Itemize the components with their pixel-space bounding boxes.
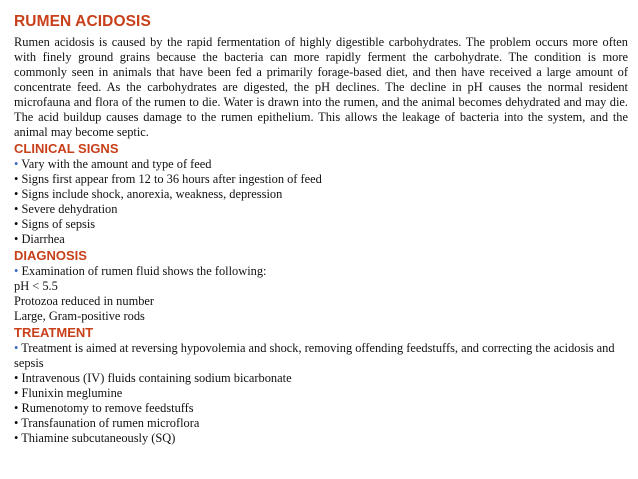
intro-paragraph: Rumen acidosis is caused by the rapid fermentation of highly digestible carbohydrates. The problem occurs more often with finely ground grains because the bacteria can more rapidly ferment the carbohydrate. The condition is more commonly seen in animals that have been fed a primarily forage-based diet, and then have received a large amount of concentrate feed. As the carbohydrates are digested, the pH declines. The decline in pH causes the normal resident microfauna and flora of the rumen to die. Water is drawn into the rumen, and the animal becomes dehydrated and may die. The acid buildup causes damage to the rumen epithelium. This allows the leakage of bacteria into the system, and the animal may become septic. [14, 35, 628, 139]
treatment-list [14, 341, 628, 446]
clinical-signs-list [14, 157, 628, 247]
bullet-icon: • [14, 371, 19, 385]
list-item: • Signs first appear from 12 to 36 hours after ingestion of feed [14, 172, 322, 186]
bullet-icon: • [14, 401, 19, 415]
clinical-signs-heading: CLINICAL SIGNS [14, 141, 119, 156]
bullet-icon: • [14, 264, 19, 278]
diagnosis-line: Protozoa reduced in number [14, 294, 155, 308]
list-item: • Thiamine subcutaneously (SQ) [14, 431, 176, 445]
bullet-icon: • [14, 416, 19, 430]
list-item: • Treatment is aimed at reversing hypovolemia and shock, removing offending feedstuffs, and correcting the acidosis and sepsis [14, 341, 615, 370]
diagnosis-heading: DIAGNOSIS [14, 248, 87, 263]
list-item: • Signs of sepsis [14, 217, 96, 231]
diagnosis-line: Large, Gram-positive rods [14, 309, 145, 323]
document-page [14, 12, 628, 446]
bullet-icon: • [14, 172, 19, 186]
treatment-heading: TREATMENT [14, 325, 94, 340]
list-item: • Diarrhea [14, 232, 65, 246]
list-item: • Intravenous (IV) fluids containing sodium bicarbonate [14, 371, 292, 385]
bullet-icon: • [14, 187, 19, 201]
bullet-icon: • [14, 341, 19, 355]
bullet-icon: • [14, 217, 19, 231]
bullet-icon: • [14, 431, 19, 445]
bullet-icon: • [14, 386, 19, 400]
bullet-icon: • [14, 202, 19, 216]
bullet-icon: • [14, 232, 19, 246]
list-item: • Vary with the amount and type of feed [14, 157, 212, 171]
diagnosis-list [14, 264, 628, 279]
list-item: • Examination of rumen fluid shows the following: [14, 264, 267, 278]
diagnosis-line: pH < 5.5 [14, 279, 58, 293]
list-item: • Rumenotomy to remove feedstuffs [14, 401, 194, 415]
bullet-icon: • [14, 157, 19, 171]
list-item: • Severe dehydration [14, 202, 118, 216]
page-title: RUMEN ACIDOSIS [14, 13, 151, 30]
list-item: • Flunixin meglumine [14, 386, 123, 400]
list-item: • Transfaunation of rumen microflora [14, 416, 200, 430]
list-item: • Signs include shock, anorexia, weakness, depression [14, 187, 283, 201]
